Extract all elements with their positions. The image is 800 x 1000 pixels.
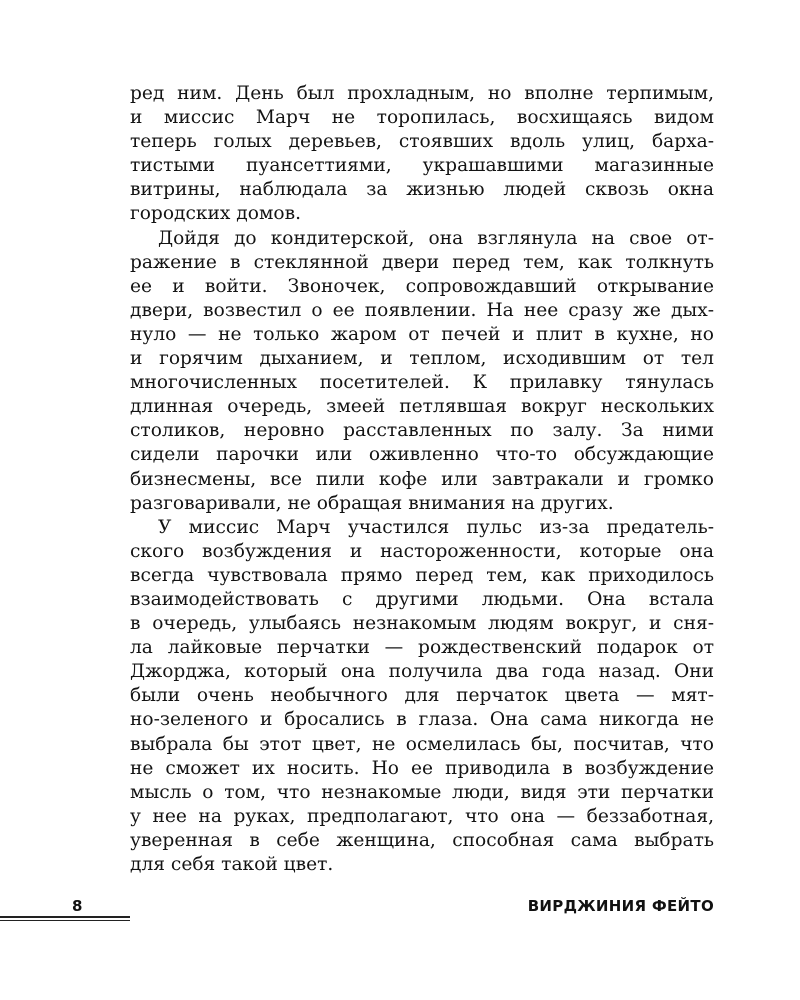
text-line: ского возбуждения и настороженности, которые она xyxy=(130,540,714,562)
text-line: ее и войти. Звоночек, сопровождавший открывание xyxy=(130,275,714,297)
page-footer xyxy=(0,896,800,926)
body-text xyxy=(130,82,714,877)
text-line: теперь голых деревьев, стоявших вдоль улиц, барха- xyxy=(130,131,714,153)
text-line: и горячим дыханием, и теплом, исходившим от тел xyxy=(130,348,714,370)
text-line: ред ним. День был прохладным, но вполне терпимым, xyxy=(130,83,714,104)
text-line: но-зеленого и бросались в глаза. Она сама никогда не xyxy=(130,709,714,731)
text-line: в очередь, улыбаясь незнакомым людям вокруг, и сня- xyxy=(130,613,714,635)
footer-rule-top xyxy=(0,916,130,918)
running-head-author: ВИРДЖИНИЯ ФЕЙТО xyxy=(527,897,714,915)
text-line: сидели парочки или оживленно что-то обсуждающие xyxy=(130,444,714,466)
text-line: были очень необычного для перчаток цвета — мят- xyxy=(130,685,714,707)
text-line: длинная очередь, змеей петлявшая вокруг нескольких xyxy=(130,396,714,418)
page-number: 8 xyxy=(72,897,83,915)
text-line: и миссис Марч не торопилась, восхищаясь видом xyxy=(130,107,714,129)
text-line: бизнесмены, все пили кофе или завтракали и громко xyxy=(130,468,714,490)
text-line: двери, возвестил о ее появлении. На нее сразу же дых- xyxy=(130,299,714,321)
text-line: Дойдя до кондитерской, она взглянула на свое от- xyxy=(158,227,714,249)
text-line: уверенная в себе женщина, способная сама выбрать xyxy=(130,829,714,851)
text-line: Джорджа, который она получила два года назад. Они xyxy=(130,661,714,683)
text-line: витрины, наблюдала за жизнью людей сквозь окна xyxy=(130,179,714,201)
text-line: всегда чувствовала прямо перед тем, как приходилось xyxy=(130,564,714,586)
text-line: выбрала бы этот цвет, не осмелилась бы, посчитав, что xyxy=(130,733,714,755)
text-line: У миссис Марч участился пульс из-за предатель- xyxy=(158,516,714,538)
footer-rule-bottom xyxy=(0,920,130,922)
text-line: городских домов. xyxy=(130,203,301,225)
text-line: не сможет их носить. Но ее приводила в возбуждение xyxy=(130,757,714,779)
text-line: столиков, неровно расставленных по залу. За ними xyxy=(130,420,714,442)
text-line: у нее на руках, предполагают, что она — беззаботная, xyxy=(130,805,714,827)
text-line: взаимодействовать с другими людьми. Она встала xyxy=(130,588,714,610)
text-line: нуло — не только жаром от печей и плит в кухне, но xyxy=(130,323,714,345)
text-line: ражение в стеклянной двери перед тем, как толкнуть xyxy=(130,251,714,273)
text-line: многочисленных посетителей. К прилавку тянулась xyxy=(130,372,714,394)
text-line: разговаривали, не обращая внимания на других. xyxy=(130,492,614,514)
text-line: мысль о том, что незнакомые люди, видя эти перчатки xyxy=(130,781,714,803)
text-line: ла лайковые перчатки — рождественский подарок от xyxy=(130,637,714,659)
text-line: тистыми пуансеттиями, украшавшими магазинные xyxy=(130,155,714,177)
text-line: для себя такой цвет. xyxy=(130,854,334,875)
